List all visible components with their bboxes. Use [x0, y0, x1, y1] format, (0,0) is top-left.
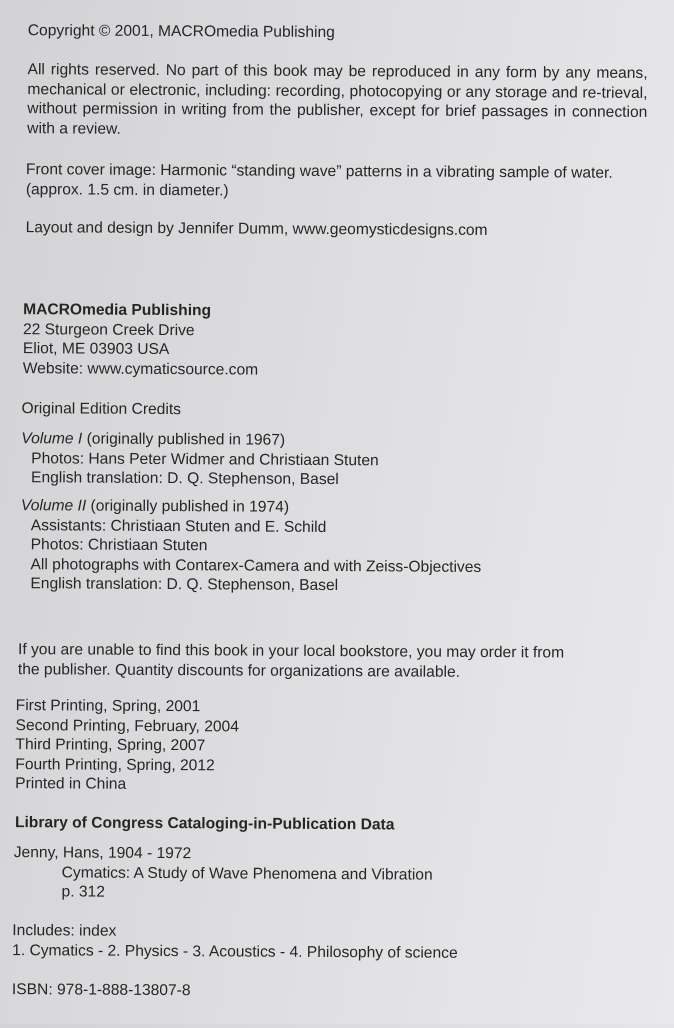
publisher-block	[23, 300, 663, 382]
printing-line: Fourth Printing, Spring, 2012	[15, 755, 215, 774]
volume1-credit: English translation: D. Q. Stephenson, Basel	[31, 469, 339, 489]
publisher-city: Eliot, ME 03903 USA	[22, 340, 170, 359]
cover-line-1: Front cover image: Harmonic “standing wave” patterns in a vibrating sample of water.	[25, 161, 613, 182]
cip-author: Jenny, Hans, 1904 - 1972	[13, 844, 192, 863]
cip-heading-block	[15, 813, 655, 836]
publisher-name: MACROmedia Publishing	[23, 301, 212, 320]
cover-line-2: (approx. 1.5 cm. in diameter.)	[25, 180, 229, 199]
order-block	[18, 640, 648, 683]
volume2-note: (originally published in 1974)	[86, 497, 290, 516]
cip-subjects: 1. Cymatics - 2. Physics - 3. Acoustics - 4. Philosophy of science	[12, 941, 458, 962]
printing-line: Second Printing, February, 2004	[15, 716, 239, 735]
rights-paragraph: All rights reserved. No part of this book may be reproduced in any form by any means, mechanical or electronic, including: recording, photocopying or any storage and re-trieval, without permission in writing from the publisher, except for brief passages in connection with a review.	[27, 61, 648, 138]
cip-includes-block	[12, 921, 652, 964]
isbn: ISBN: 978-1-888-13807-8	[11, 981, 191, 1000]
printed-in-line: Printed in China	[15, 775, 127, 793]
volume1-block	[21, 429, 661, 491]
printing-line: First Printing, Spring, 2001	[15, 697, 201, 716]
volume2-credit: English translation: D. Q. Stephenson, Basel	[30, 575, 339, 595]
credits-heading-block	[21, 399, 661, 422]
cip-includes: Includes: index	[12, 922, 117, 940]
publisher-street: 22 Sturgeon Creek Drive	[22, 320, 195, 339]
cip-title: Cymatics: A Study of Wave Phenomena and Vibration	[61, 863, 433, 884]
volume1-title: Volume I	[21, 430, 83, 448]
volume1-credit: Photos: Hans Peter Widmer and Christiaan Stuten	[31, 449, 379, 469]
volume1-note: (originally published in 1967)	[82, 430, 286, 449]
credits-heading: Original Edition Credits	[21, 400, 182, 419]
isbn-block	[12, 980, 652, 1003]
cip-pages: p. 312	[61, 883, 105, 901]
layout-credit: Layout and design by Jennifer Dumm, www.geomysticdesigns.com	[25, 219, 488, 239]
volume2-credit: Photos: Christiaan Stuten	[30, 536, 208, 555]
copyright-line: Copyright © 2001, MACROmedia Publishing	[27, 22, 335, 42]
volume2-credit: All photographs with Contarex-Camera and with Zeiss-Objectives	[30, 555, 482, 576]
volume2-credit: Assistants: Christiaan Stuten and E. Schild	[30, 516, 327, 536]
cip-entry-block	[13, 843, 653, 905]
cip-heading: Library of Congress Cataloging-in-Publication Data	[14, 814, 395, 834]
volume2-block	[20, 496, 661, 597]
order-line-2: the publisher. Quantity discounts for organizations are available.	[17, 660, 461, 681]
printing-line: Third Printing, Spring, 2007	[15, 736, 206, 755]
copyright-block	[28, 21, 648, 44]
cover-image-block	[26, 160, 651, 203]
rights-block	[27, 60, 647, 142]
layout-credit-block	[26, 218, 666, 241]
publisher-website: Website: www.cymaticsource.com	[22, 359, 259, 379]
order-line-1: If you are unable to find this book in your local bookstore, you may order it from	[17, 641, 565, 662]
volume2-title: Volume II	[20, 497, 87, 515]
printings-block	[15, 696, 656, 797]
